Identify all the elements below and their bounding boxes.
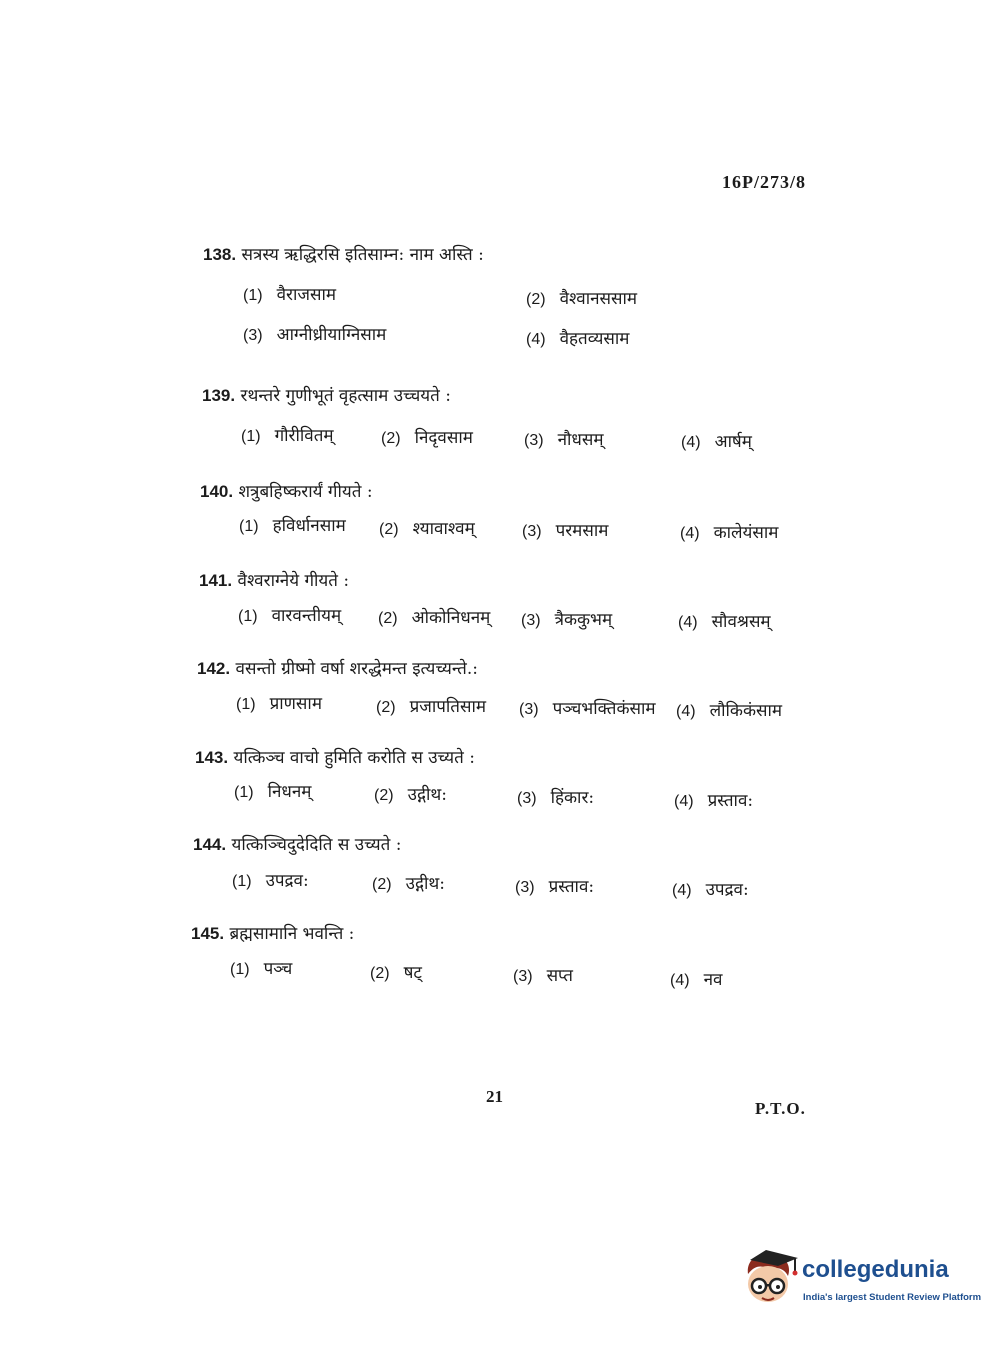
option-3[interactable]: (3) परमसाम [522, 521, 609, 541]
option-2[interactable]: (2) वैश्वानससाम [526, 289, 638, 309]
collegedunia-logo[interactable] [740, 1248, 982, 1318]
option-3[interactable]: (3) आग्नीध्रीयाग्निसाम [243, 325, 387, 345]
question-number: 139. [202, 386, 236, 405]
student-mascot-icon [740, 1248, 800, 1310]
question-text: यत्किञ्चिदुदेदिति स उच्यते : [231, 835, 402, 855]
option-1[interactable]: (1) वारवन्तीयम् [238, 606, 342, 626]
option-4[interactable]: (4) सौवश्रसम् [678, 612, 771, 632]
page-number: 21 [486, 1087, 503, 1106]
option-2[interactable]: (2) निदृवसाम [381, 428, 473, 448]
question-text: रथन्तरे गुणीभूतं वृहत्साम उच्चयते : [240, 386, 451, 406]
option-2[interactable]: (2) श्यावाश्वम् [379, 519, 475, 539]
option-4[interactable]: (4) उपद्रव: [672, 880, 749, 900]
option-1[interactable]: (1) वैराजसाम [243, 285, 337, 305]
question-number: 144. [193, 835, 227, 854]
option-4[interactable]: (4) प्रस्ताव: [674, 791, 754, 811]
option-2[interactable]: (2) प्रजापतिसाम [376, 697, 487, 717]
option-2[interactable]: (2) षट् [370, 963, 422, 983]
option-2[interactable]: (2) ओकोनिधनम् [378, 608, 491, 628]
question-text: शत्रुबहिष्करार्यं गीयते : [238, 482, 373, 502]
logo-tagline: India's largest Student Review Platform [803, 1292, 982, 1303]
option-4[interactable]: (4) लौकिकंसाम [676, 701, 783, 721]
question-text: सत्रस्य ऋद्धिरसि इतिसाम्न: नाम अस्ति : [241, 245, 484, 265]
option-1[interactable]: (1) प्राणसाम [236, 694, 322, 714]
logo-wordmark: collegedunia [802, 1256, 949, 1283]
option-3[interactable]: (3) त्रैककुभम् [521, 610, 613, 630]
question-number: 145. [191, 924, 225, 943]
question-number: 141. [199, 571, 233, 590]
option-1[interactable]: (1) हविर्धानसाम [239, 516, 346, 536]
option-3[interactable]: (3) नौधसम् [524, 430, 604, 450]
option-4[interactable]: (4) नव [670, 970, 723, 990]
option-3[interactable]: (3) प्रस्ताव: [515, 877, 595, 897]
question-text: वसन्तो ग्रीष्मो वर्षा शरद्धेमन्त इत्यच्यन्ते.: [235, 659, 478, 679]
option-2[interactable]: (2) उद्गीथ: [372, 874, 445, 894]
question-number: 143. [195, 748, 229, 767]
option-2[interactable]: (2) उद्गीथ: [374, 785, 447, 805]
question-text: यत्किञ्च वाचो हुमिति करोति स उच्यते : [233, 748, 475, 768]
option-1[interactable]: (1) उपद्रव: [232, 871, 309, 891]
option-4[interactable]: (4) कालेयंसाम [680, 523, 779, 543]
option-3[interactable]: (3) सप्त [513, 966, 573, 986]
option-4[interactable]: (4) वैहतव्यसाम [526, 329, 630, 349]
question-number: 138. [203, 245, 237, 264]
pto-label: P.T.O. [755, 1099, 806, 1118]
question-number: 142. [197, 659, 231, 678]
option-4[interactable]: (4) आर्षम् [681, 432, 752, 452]
page-code: 16P/273/8 [722, 172, 806, 192]
option-1[interactable]: (1) पञ्च [230, 959, 293, 979]
question-text: ब्रह्मसामानि भवन्ति : [229, 924, 355, 944]
option-1[interactable]: (1) निधनम् [234, 782, 312, 802]
question-text: वैश्वराग्नेये गीयते : [237, 571, 350, 591]
option-1[interactable]: (1) गौरीवितम् [241, 426, 334, 446]
question-number: 140. [200, 482, 234, 501]
option-3[interactable]: (3) पञ्चभक्तिकंसाम [519, 699, 656, 719]
option-3[interactable]: (3) हिंकार: [517, 788, 595, 808]
